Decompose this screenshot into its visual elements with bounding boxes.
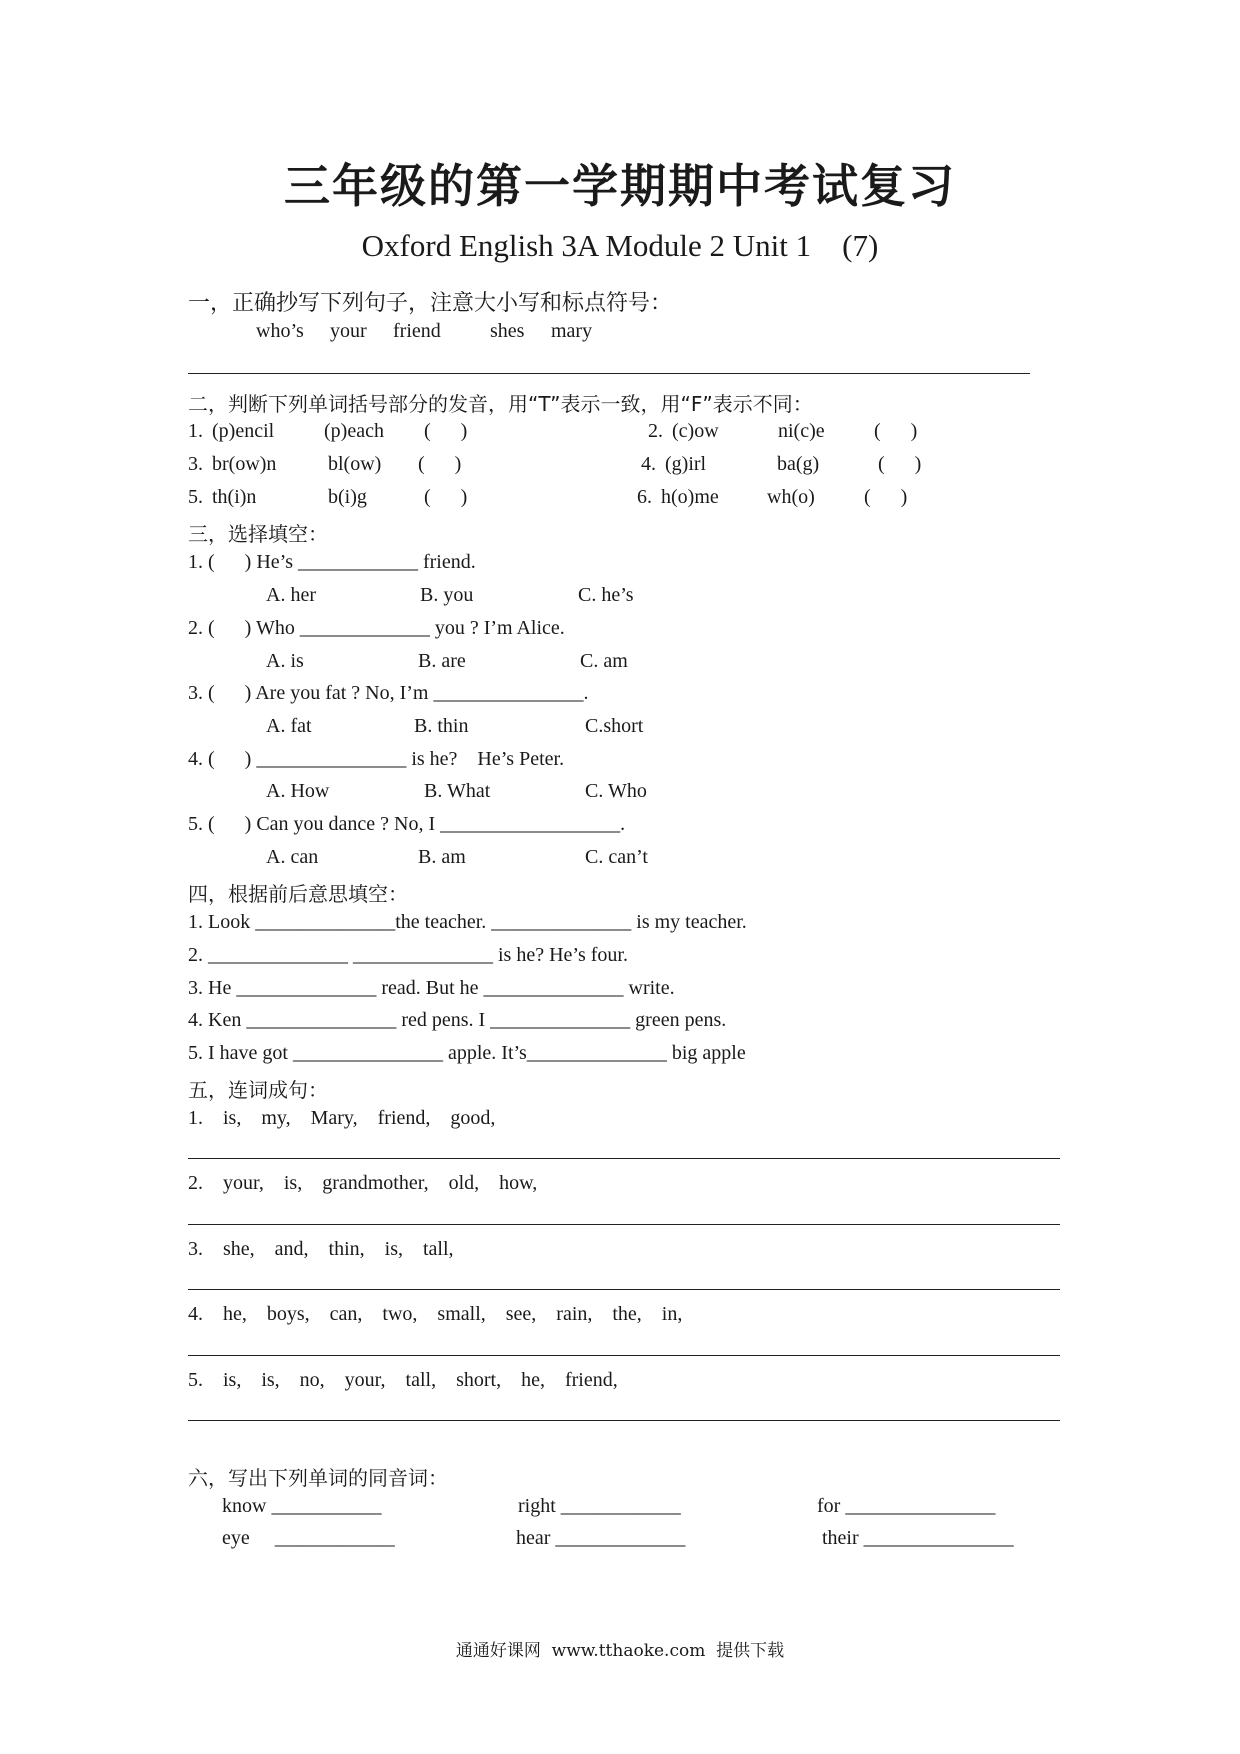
footer-download-note: 通通好课网 www.tthaoke.com 提供下载 <box>455 1641 785 1661</box>
section1-heading: 一，正确抄写下列句子，注意大小写和标点符号： <box>188 291 673 316</box>
pron-item-word-b: ni(c)e <box>778 420 825 442</box>
homophone-item: their _______________ <box>822 1527 1014 1549</box>
fill-blank-item: 4. Ken _______________ red pens. I ______________ green pens. <box>188 1009 727 1031</box>
section4-heading: 四，根据前后意思填空： <box>188 882 408 906</box>
choice-option-a: A. is <box>266 650 304 672</box>
pron-item-word-b: ba(g) <box>777 453 820 475</box>
section2-heading: 二，判断下列单词括号部分的发音，用“T”表示一致，用“F”表示不同： <box>188 392 813 416</box>
pron-item-word-a: (c)ow <box>672 420 719 442</box>
choice-option-a: A. fat <box>266 715 312 737</box>
choice-option-b: B. am <box>418 846 466 868</box>
pron-item-num: 2. <box>648 420 663 442</box>
choice-option-a: A. her <box>266 584 316 606</box>
homophone-item: for _______________ <box>817 1495 996 1517</box>
answer-line <box>188 1420 1060 1421</box>
choice-option-b: B. What <box>424 780 491 802</box>
section1-word: who’s <box>256 320 304 342</box>
pron-item-word-a: br(ow)n <box>212 453 277 475</box>
pron-answer-paren: ( ) <box>874 420 918 442</box>
choice-question: 3. ( ) Are you fat ? No, I’m _______________. <box>188 682 589 704</box>
pron-item-word-a: th(i)n <box>212 486 257 508</box>
choice-question: 2. ( ) Who _____________ you ? I’m Alice. <box>188 617 565 639</box>
answer-line <box>188 1289 1060 1290</box>
word-order-item: 3. she, and, thin, is, tall, <box>188 1238 454 1260</box>
section5-heading: 五，连词成句： <box>188 1078 328 1102</box>
fill-blank-item: 3. He ______________ read. But he ______________ write. <box>188 977 675 999</box>
fill-blank-item: 1. Look ______________the teacher. ______________ is my teacher. <box>188 911 747 933</box>
choice-option-c: C. can’t <box>585 846 648 868</box>
choice-option-a: A. How <box>266 780 330 802</box>
choice-option-b: B. are <box>418 650 466 672</box>
choice-option-c: C.short <box>585 715 644 737</box>
pron-item-word-a: (p)encil <box>212 420 275 442</box>
page-title: 三年级的第一学期期中考试复习 <box>284 159 956 213</box>
answer-line <box>188 1158 1060 1159</box>
choice-option-c: C. Who <box>585 780 647 802</box>
answer-line <box>188 373 1030 374</box>
pron-item-num: 6. <box>637 486 652 508</box>
choice-option-a: A. can <box>266 846 319 868</box>
pron-item-word-a: (g)irl <box>665 453 707 475</box>
section1-word: mary <box>551 320 593 342</box>
section1-word: friend <box>393 320 441 342</box>
word-order-item: 2. your, is, grandmother, old, how, <box>188 1172 538 1194</box>
section6-heading: 六，写出下列单词的同音词： <box>188 1466 448 1490</box>
pron-item-word-b: (p)each <box>324 420 384 442</box>
pron-item-num: 1. <box>188 420 203 442</box>
pron-item-word-b: wh(o) <box>767 486 815 508</box>
fill-blank-item: 5. I have got _______________ apple. It’s______________ big apple <box>188 1042 746 1064</box>
fill-blank-item: 2. ______________ ______________ is he? He’s four. <box>188 944 628 966</box>
answer-line <box>188 1224 1060 1225</box>
choice-question: 5. ( ) Can you dance ? No, I __________________. <box>188 813 626 835</box>
pron-item-num: 5. <box>188 486 203 508</box>
pron-answer-paren: ( ) <box>878 453 922 475</box>
pron-item-num: 3. <box>188 453 203 475</box>
pron-item-word-b: bl(ow) <box>328 453 382 475</box>
pron-item-num: 4. <box>641 453 656 475</box>
word-order-item: 5. is, is, no, your, tall, short, he, friend, <box>188 1369 618 1391</box>
pron-answer-paren: ( ) <box>864 486 908 508</box>
answer-line <box>188 1355 1060 1356</box>
section3-heading: 三，选择填空： <box>188 522 328 546</box>
pron-item-word-b: b(i)g <box>328 486 367 508</box>
choice-option-b: B. thin <box>414 715 469 737</box>
choice-question: 4. ( ) _______________ is he? He’s Peter. <box>188 748 565 770</box>
homophone-item: know ___________ <box>222 1495 382 1517</box>
pron-answer-paren: ( ) <box>424 420 468 442</box>
word-order-item: 1. is, my, Mary, friend, good, <box>188 1107 496 1129</box>
pron-item-word-a: h(o)me <box>661 486 719 508</box>
homophone-item: eye ____________ <box>222 1527 395 1549</box>
homophone-item: right ____________ <box>518 1495 681 1517</box>
section1-word: shes <box>490 320 525 342</box>
choice-option-c: C. he’s <box>578 584 634 606</box>
choice-option-b: B. you <box>420 584 474 606</box>
pron-answer-paren: ( ) <box>424 486 468 508</box>
pron-answer-paren: ( ) <box>418 453 462 475</box>
word-order-item: 4. he, boys, can, two, small, see, rain, the, in, <box>188 1303 683 1325</box>
section1-word: your <box>330 320 367 342</box>
choice-option-c: C. am <box>580 650 628 672</box>
homophone-item: hear _____________ <box>516 1527 686 1549</box>
choice-question: 1. ( ) He’s ____________ friend. <box>188 551 476 573</box>
page-subtitle: Oxford English 3A Module 2 Unit 1 (7) <box>361 228 879 263</box>
